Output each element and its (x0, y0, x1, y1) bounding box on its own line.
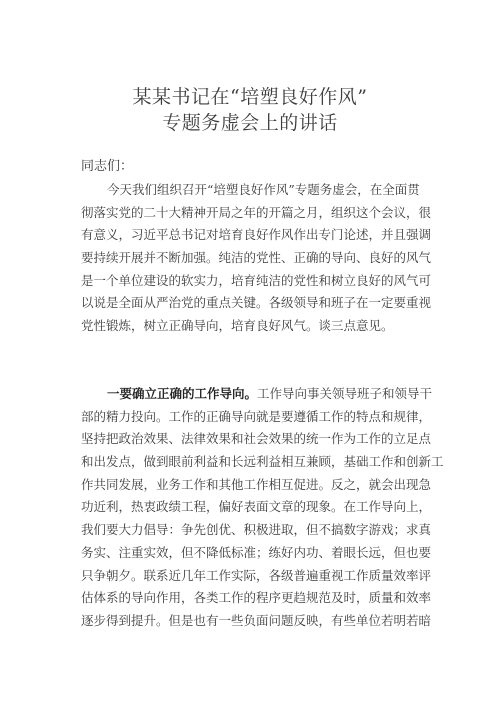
section-heading: 一要确立正确的工作导向。 (107, 386, 258, 401)
paragraph-line: 我们要大力倡导：争先创优、积极进取，但不搞数字游戏；求真 (81, 522, 432, 538)
paragraph-line: 以说是全面从严治党的重点关键。各级领导和班子在一定要重视 (81, 295, 432, 311)
paragraph-line: 作共同发展，业务工作和其他工作相互促进。反之，就会出现急 (81, 476, 432, 492)
paragraph-line: 只争朝夕。联系近几年工作实际，各级普遍重视工作质量效率评 (81, 567, 432, 583)
document-title-line-2: 专题务虚会上的讲话 (162, 112, 338, 134)
paragraph-line: 功近利，热衷政绩工程，偏好表面文章的现象。在工作导向上， (81, 499, 432, 515)
paragraph-line: 彻落实党的二十大精神开局之年的开篇之月，组织这个会议，很 (81, 204, 432, 220)
paragraph-line: 坚持把政治效果、法律效果和社会效果的统一作为工作的立足点 (81, 431, 432, 447)
paragraph-line: 有意义，习近平总书记对培育良好作风作出专门论述，并且强调 (81, 227, 432, 243)
paragraph-line-rest: 工作导向事关领导班子和领导干 (257, 386, 433, 401)
paragraph-line: 估体系的导向作用，各类工作的程序更趋规范及时，质量和效率 (81, 590, 432, 606)
paragraph-first-line (81, 383, 433, 406)
paragraph-line: 党性锻炼，树立正确导向，培育良好风气。谈三点意见。 (81, 318, 394, 334)
paragraph-line: 部的精力投向。工作的正确导向就是要遵循工作的特点和规律， (81, 408, 432, 424)
paragraph-line: 逐步得到提升。但是也有一些负面问题反映，有些单位若明若暗 (81, 612, 432, 628)
paragraph-1 (81, 179, 432, 338)
paragraph-line: 要持续开展并不断加强。纯洁的党性、正确的导向、良好的风气 (81, 250, 432, 266)
paragraph-2 (81, 383, 444, 633)
paragraph-line: 务实、注重实效，但不降低标准；练好内功、着眼长远，但也要 (81, 544, 432, 560)
paragraph-line: 是一个单位建设的软实力，培育纯洁的党性和树立良好的风气可 (81, 272, 432, 288)
paragraph-line: 今天我们组织召开“培塑良好作风”专题务虚会，在全面贯 (107, 182, 420, 197)
paragraph-line: 和出发点，做到眼前利益和长远利益相互兼顾，基础工作和创新工 (81, 454, 444, 470)
salutation: 同志们： (81, 159, 134, 174)
document-title-line-1: 某某书记在“培塑良好作风” (132, 86, 368, 108)
